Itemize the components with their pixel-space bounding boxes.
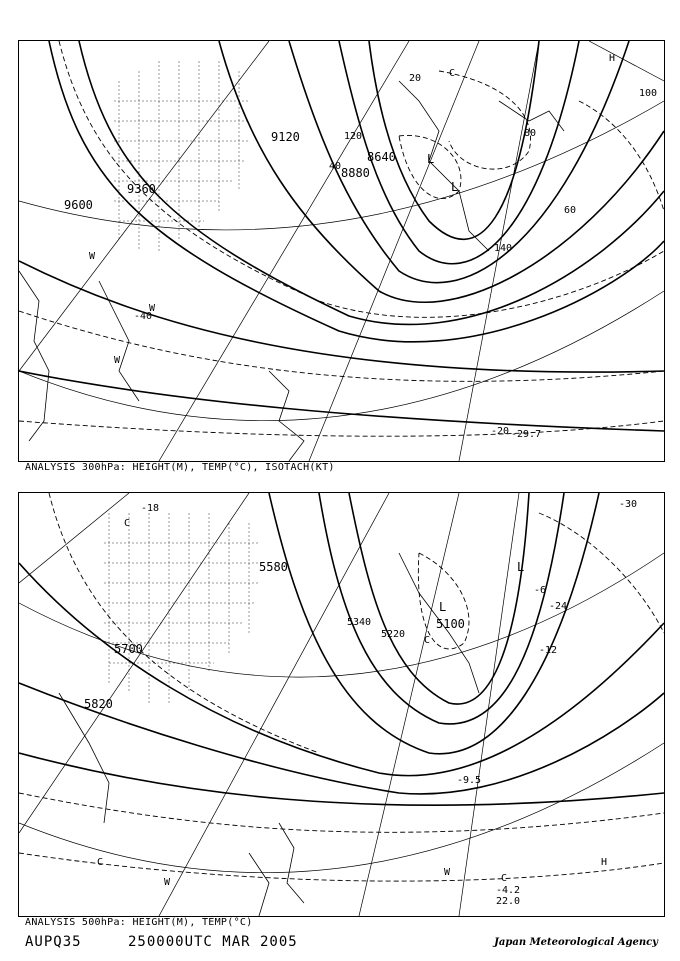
pressure-center: C [449, 68, 456, 79]
temp-label: -24 [549, 601, 568, 612]
height-label: 5580 [259, 560, 288, 574]
isotach-label: 140 [494, 243, 513, 254]
graticule [19, 41, 664, 461]
pressure-center: W [149, 303, 156, 314]
temp-label: -18 [141, 503, 160, 514]
product-code: AUPQ35 [25, 934, 82, 950]
agency-credit: Japan Meteorological Agency [494, 937, 658, 948]
panel-caption-300hpa: ANALYSIS 300hPa: HEIGHT(M), TEMP(°C), ISOTACH(KT) [25, 462, 335, 473]
isotach-label: 80 [524, 128, 537, 139]
pressure-center: C [424, 635, 431, 646]
temp-label: -20 [491, 426, 510, 437]
height-label: 8640 [367, 150, 396, 164]
map-panel-300hpa [18, 40, 665, 462]
coastline [59, 553, 482, 916]
isotach-label: 120 [344, 131, 363, 142]
cold-hatch [104, 513, 259, 703]
map-300hpa-drawing [19, 41, 664, 461]
temp-label: -6 [534, 585, 547, 596]
pressure-center: W [89, 251, 96, 262]
temp-label: -40 [134, 311, 153, 322]
isotach-label: 60 [564, 205, 577, 216]
pressure-center: L [427, 152, 435, 166]
map-labels [84, 499, 637, 907]
temp-label: 22.0 [496, 896, 521, 907]
map-500hpa-drawing [19, 493, 664, 916]
height-label: 9120 [271, 130, 300, 144]
pressure-center: W [164, 877, 171, 888]
pressure-center: C [501, 873, 508, 884]
height-contours [19, 41, 664, 431]
temp-label: -9.5 [457, 775, 482, 786]
isotach-label: 100 [639, 88, 658, 99]
height-label: 9600 [64, 198, 93, 212]
isotach-label: 40 [329, 161, 342, 172]
pressure-center: H [601, 857, 608, 868]
temp-label: -30 [619, 499, 638, 510]
temp-label: -4.2 [496, 885, 521, 896]
pressure-center: C [124, 518, 131, 529]
height-label: 5700 [114, 642, 143, 656]
panel-caption-500hpa: ANALYSIS 500hPa: HEIGHT(M), TEMP(°C) [25, 917, 253, 928]
isotach-contours [19, 41, 664, 436]
pressure-center: C [97, 857, 104, 868]
pressure-center: W [114, 355, 121, 366]
isotherm-contours [19, 493, 664, 881]
height-label: 5220 [381, 629, 406, 640]
graticule [19, 493, 664, 916]
pressure-center: W [444, 867, 451, 878]
pressure-center: L [439, 600, 447, 614]
pressure-center: H [609, 53, 616, 64]
height-label: 5340 [347, 617, 372, 628]
temp-label: -29.7 [511, 429, 542, 440]
isotach-label: 20 [409, 73, 422, 84]
temp-label: -12 [539, 645, 558, 656]
height-label: 9360 [127, 182, 156, 196]
map-labels [64, 53, 657, 440]
valid-time: 250000UTC MAR 2005 [128, 934, 298, 950]
height-label: 5100 [436, 617, 465, 631]
map-panel-500hpa [18, 492, 665, 917]
pressure-center: L [451, 180, 459, 194]
pressure-center: L [517, 560, 525, 574]
height-label: 5820 [84, 697, 113, 711]
height-label: 8880 [341, 166, 370, 180]
